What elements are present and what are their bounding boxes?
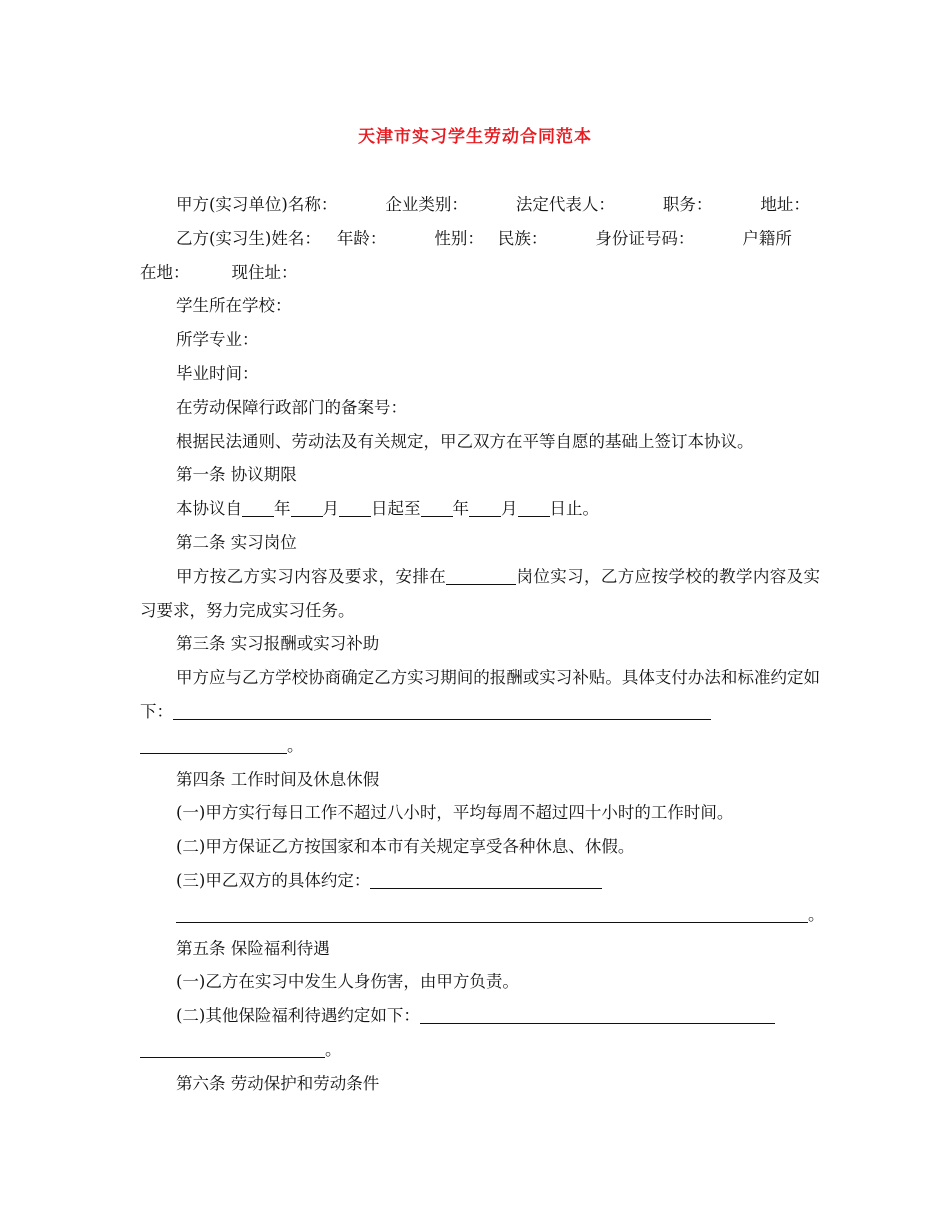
article-6-heading: 第六条 劳动保护和劳动条件 xyxy=(176,1073,380,1093)
article-2-heading: 第二条 实习岗位 xyxy=(176,532,297,552)
party-a-enterprise-type-label: 企业类别： xyxy=(385,195,468,214)
article-4-item-3: (三)甲乙双方的具体约定： xyxy=(140,864,820,898)
party-b-hukou-label-2: 在地： xyxy=(140,262,190,282)
party-a-legal-rep-label: 法定代表人： xyxy=(515,195,615,214)
start-year-blank xyxy=(242,500,274,518)
working-time-blank-1 xyxy=(370,871,602,889)
start-month-blank xyxy=(291,500,323,518)
article-5-item-2: (二)其他保险福利待遇约定如下： xyxy=(140,999,820,1033)
end-year-blank xyxy=(421,500,453,518)
preamble: 根据民法通则、劳动法及有关规定，甲乙双方在平等自愿的基础上签订本协议。 xyxy=(176,431,754,451)
article-4-item-2: (二)甲方保证乙方按国家和本市有关规定享受各种休息、休假。 xyxy=(176,837,635,857)
article-5-item-2-cont: 。 xyxy=(140,1033,820,1067)
end-day-blank xyxy=(518,500,550,518)
article-1-text: 本协议自 年 月 日起至 年 月 日止。 xyxy=(176,499,599,519)
article-3-text-cont: 。 xyxy=(140,729,820,763)
party-a-name-label: 甲方(实习单位)名称： xyxy=(176,195,338,214)
compensation-blank-2 xyxy=(140,736,287,754)
article-1-heading: 第一条 协议期限 xyxy=(176,465,297,485)
article-2-text: 甲方按乙方实习内容及要求，安排在 岗位实习，乙方应按学校的教学内容及实习要求，努力完成实习任务。 xyxy=(140,566,821,620)
article-4-heading: 第四条 工作时间及休息休假 xyxy=(176,769,380,789)
party-a-line xyxy=(140,188,820,222)
article-4-item-3-cont: 。 xyxy=(140,898,820,932)
major-line: 所学专业： xyxy=(176,330,259,350)
party-a-address-label: 地址： xyxy=(760,195,810,214)
party-a-position-label: 职务： xyxy=(662,195,713,214)
party-b-name-label: 乙方(实习生)姓名： xyxy=(176,228,321,248)
record-number-line: 在劳动保障行政部门的备案号： xyxy=(176,397,407,417)
article-4-item-1: (一)甲方实行每日工作不超过八小时，平均每周不超过四十小时的工作时间。 xyxy=(176,803,734,823)
article-5-heading: 第五条 保险福利待遇 xyxy=(176,938,330,958)
party-b-gender-label: 性别： xyxy=(434,228,484,248)
graduation-line: 毕业时间： xyxy=(176,363,259,383)
end-month-blank xyxy=(469,500,501,518)
party-b-ethnicity-label: 民族： xyxy=(497,228,548,248)
party-b-current-address-label: 现住址： xyxy=(231,262,298,282)
article-3-text: 甲方应与乙方学校协商确定乙方实习期间的报酬或实习补贴。具体支付办法和标准约定如下： xyxy=(140,668,820,721)
party-b-age-label: 年龄： xyxy=(336,228,387,248)
document-title: 天津市实习学生劳动合同范本 xyxy=(358,127,592,147)
party-b-hukou-label-1: 户籍所 xyxy=(742,228,792,248)
position-blank xyxy=(446,567,516,585)
party-b-line-2 xyxy=(140,256,820,290)
school-line: 学生所在学校： xyxy=(176,296,292,316)
party-b-line xyxy=(140,222,820,256)
party-b-id-number-label: 身份证号码： xyxy=(595,228,695,248)
document-body xyxy=(140,188,825,1101)
working-time-blank-2 xyxy=(176,905,808,923)
start-day-blank xyxy=(339,500,371,518)
article-5-item-1: (一)乙方在实习中发生人身伤害，由甲方负责。 xyxy=(176,972,519,992)
benefits-blank-1 xyxy=(420,1007,775,1025)
article-3-heading: 第三条 实习报酬或实习补助 xyxy=(176,634,380,654)
benefits-blank-2 xyxy=(140,1040,325,1058)
compensation-blank-1 xyxy=(173,702,711,720)
